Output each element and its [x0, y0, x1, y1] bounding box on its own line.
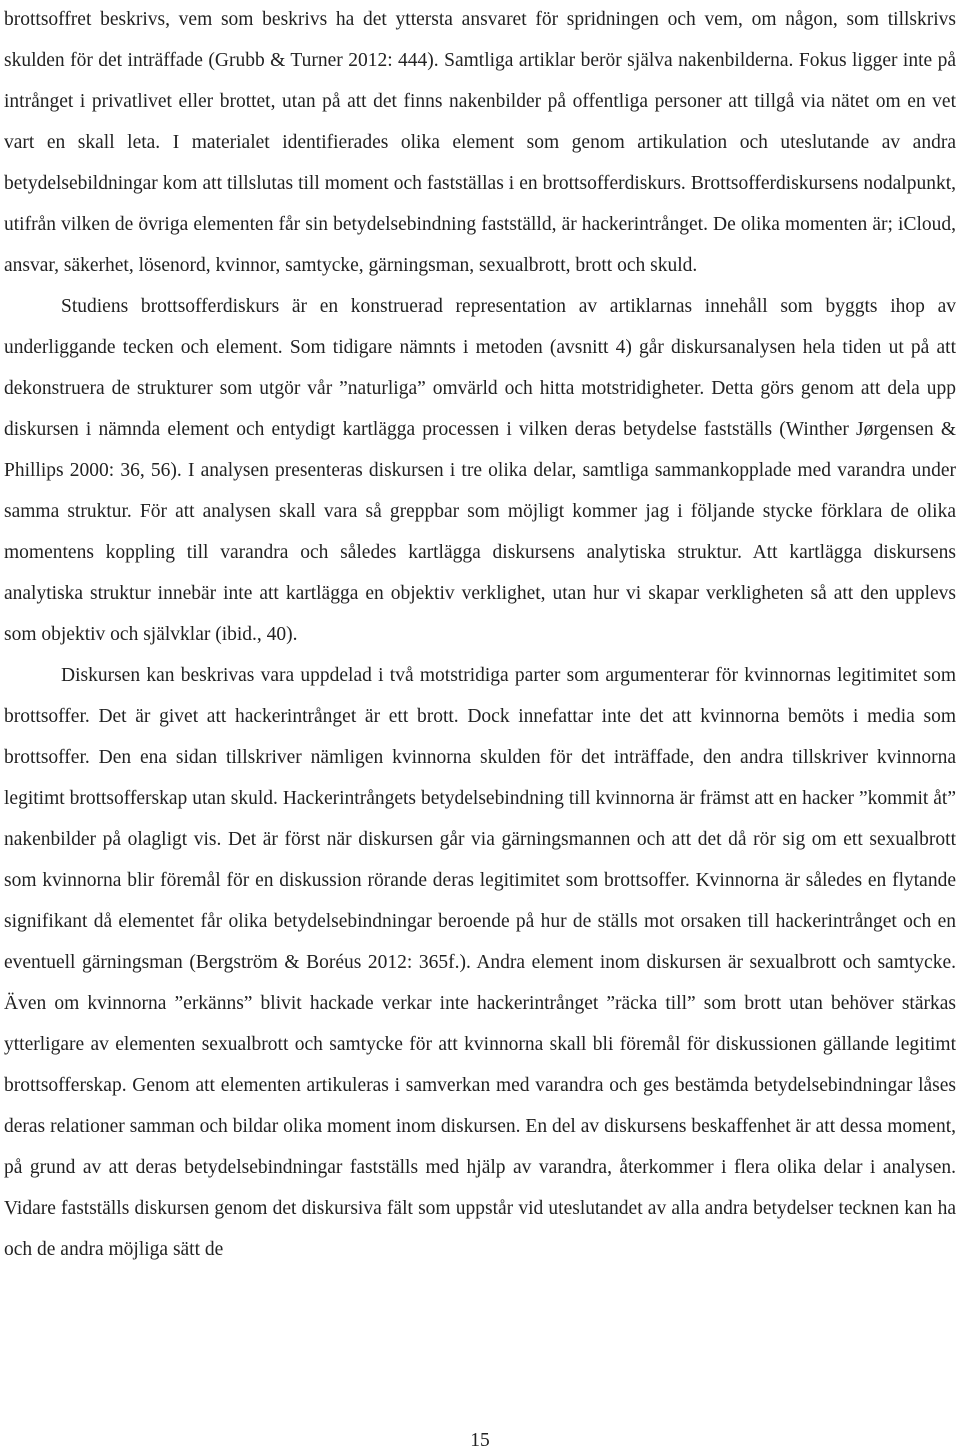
paragraph-1: brottsoffret beskrivs, vem som beskrivs ha det yttersta ansvaret för spridningen och vem, om någon, som tillskrivs skulden för det inträffade (Grubb & Turner 2012: 444). Samtliga artiklar berör själva nakenbilderna. Fokus ligger inte på intrånget i privatlivet eller brottet, utan på att det finns nakenbilder på offentliga personer att tillgå via nätet om en vet vart en skall leta. I materialet identifierades olika element som genom artikulation och uteslutande av andra betydelsebildningar kom att tillslutas till moment och fastställas i en brottsofferdiskurs. Brottsofferdiskursens nodalpunkt, utifrån vilken de övriga elementen får sin betydelsebindning fastställd, är hackerintrånget. De olika momenten är; iCloud, ansvar, säkerhet, lösenord, kvinnor, samtycke, gärningsman, sexualbrott, brott och skuld. [4, 9, 956, 276]
body-text [4, 0, 956, 1270]
paragraph-3: Diskursen kan beskrivas vara uppdelad i två motstridiga parter som argumenterar för kvinnornas legitimitet som brottsoffer. Det är givet att hackerintrånget är ett brott. Dock innefattar inte det att kvinnorna bemöts i media som brottsoffer. Den ena sidan tillskriver nämligen kvinnorna skulden för det inträffade, den andra tillskriver kvinnorna legitimt brottsofferskap utan skuld. Hackerintrångets betydelsebindning till kvinnorna är främst att en hacker ”kommit åt” nakenbilder på olagligt vis. Det är först när diskursen går via gärningsmannen och att det då rör sig om ett sexualbrott som kvinnorna blir föremål för en diskussion rörande deras legitimitet som brottsoffer. Kvinnorna är således en flytande signifikant då elementet får olika betydelsebindningar beroende på hur de ställs mot orsaken till hackerintrånget och en eventuell gärningsman (Bergström & Boréus 2012: 365f.). Andra element inom diskursen är sexualbrott och samtycke. Även om kvinnorna ”erkänns” blivit hackade verkar inte hackerintrånget ”räcka till” som brott utan behöver stärkas ytterligare av elementen sexualbrott och samtycke för att kvinnorna skall bli föremål för diskussionen gällande legitimt brottsofferskap. Genom att elementen artikuleras i samverkan med varandra och ges bestämda betydelsebindningar låses deras relationer samman och bildar olika moment inom diskursen. En del av diskursens beskaffenhet är att dessa moment, på grund av att deras betydelsebindningar fastställs med hjälp av varandra, återkommer i flera olika delar i analysen. Vidare fastställs diskursen genom det diskursiva fält som uppstår vid uteslutandet av alla andra betydelser tecknen kan ha och de andra möjliga sätt de [4, 665, 956, 1260]
page-number: 15 [470, 1430, 490, 1451]
paragraph-2: Studiens brottsofferdiskurs är en konstruerad representation av artiklarnas innehåll som byggts ihop av underliggande tecken och element. Som tidigare nämnts i metoden (avsnitt 4) går diskursanalysen hela tiden ut på att dekonstruera de strukturer som utgör vår ”naturliga” omvärld och hitta motstridigheter. Detta görs genom att dela upp diskursen i nämnda element och entydigt kartlägga processen i vilken deras betydelse fastställs (Winther Jørgensen & Phillips 2000: 36, 56). I analysen presenteras diskursen i tre olika delar, samtliga sammankopplade med varandra under samma struktur. För att analysen skall vara så greppbar som möjligt kommer jag i följande stycke förklara de olika momentens koppling till varandra och således kartlägga diskursens analytiska struktur. Att kartlägga diskursens analytiska struktur innebär inte att kartlägga en objektiv verklighet, utan hur vi skapar verkligheten så att den upplevs som objektiv och självklar (ibid., 40). [4, 296, 956, 645]
